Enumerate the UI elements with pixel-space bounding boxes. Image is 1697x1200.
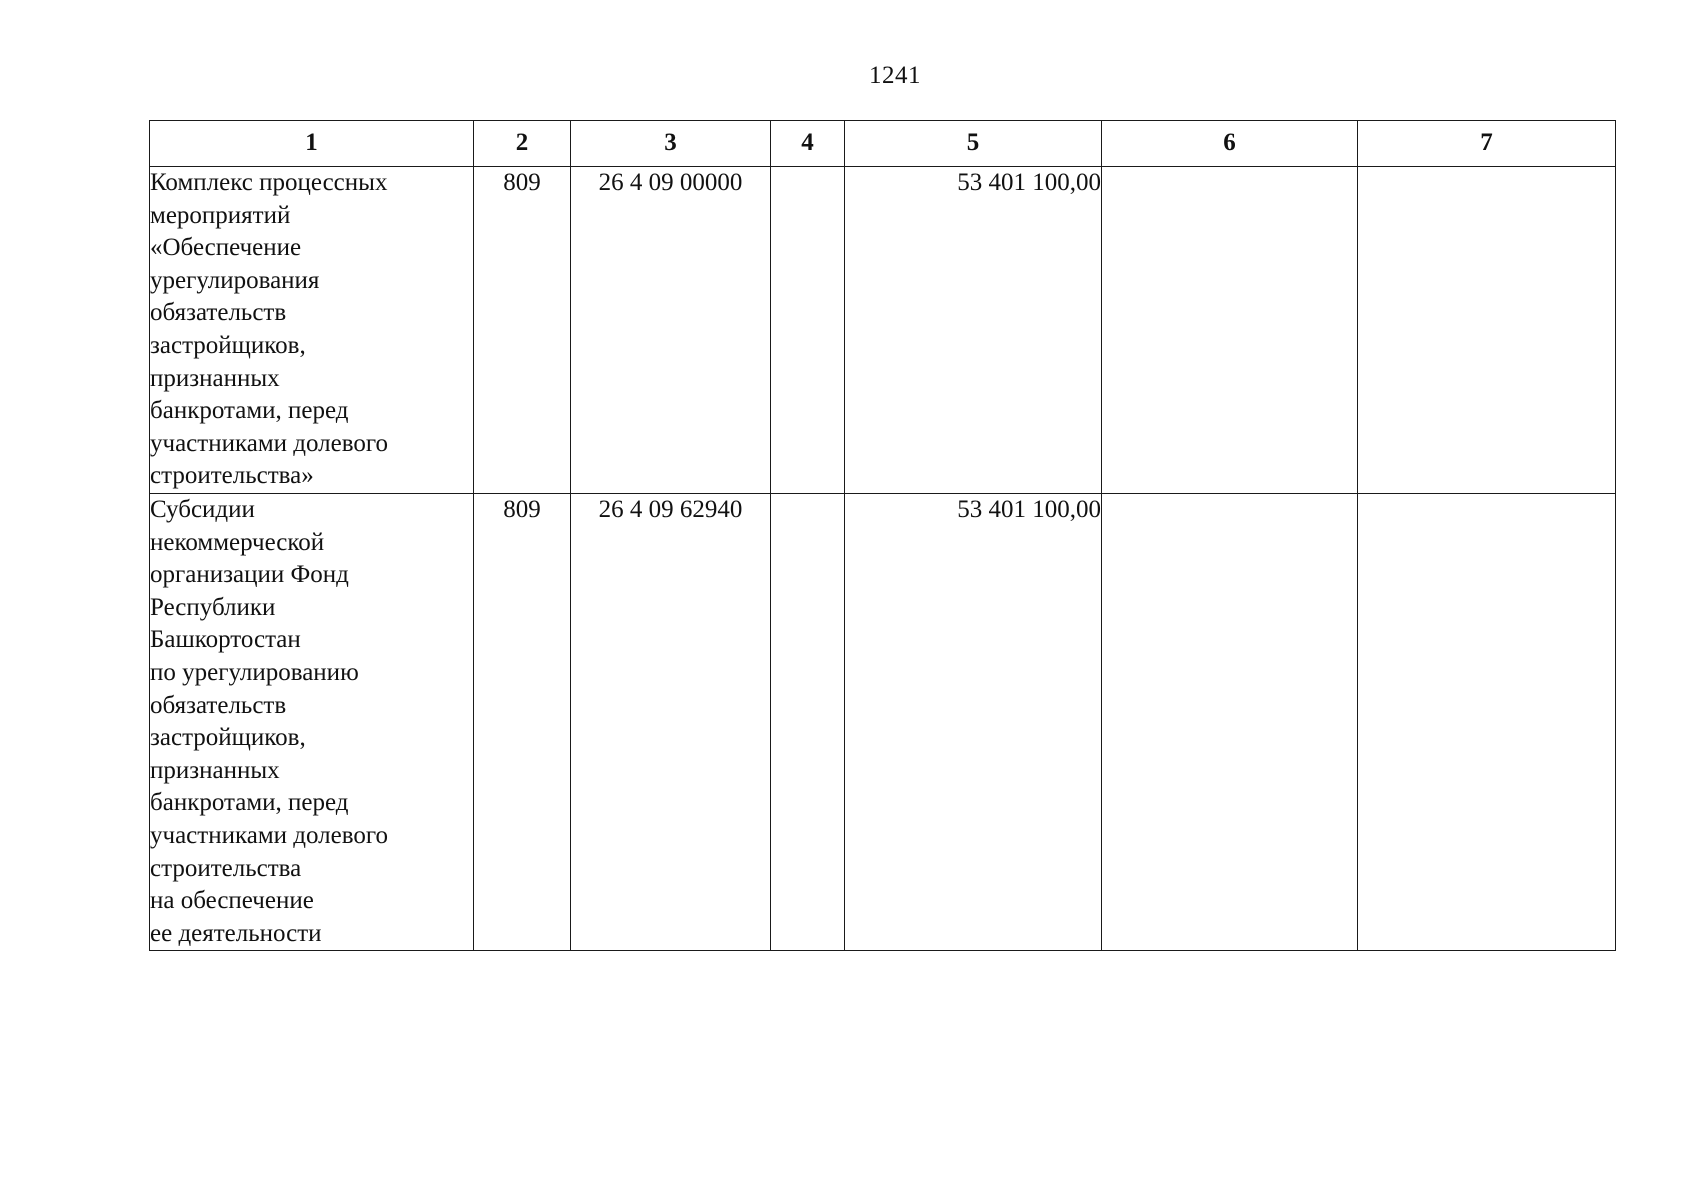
- col6-cell: [1102, 167, 1358, 494]
- header-col-7: 7: [1358, 121, 1616, 167]
- name-line: обязательств: [150, 299, 287, 327]
- header-col-4: 4: [771, 121, 845, 167]
- name-line: Башкортостан: [150, 626, 301, 654]
- page-number: 1241: [869, 62, 921, 89]
- name-line: строительства: [150, 854, 302, 882]
- section-code-cell: 809: [474, 167, 571, 494]
- col7-cell: [1358, 167, 1616, 494]
- name-line: обязательств: [150, 691, 287, 719]
- target-code-cell: 26 4 09 62940: [571, 494, 771, 951]
- budget-table: [149, 120, 1616, 951]
- header-col-3: 3: [571, 121, 771, 167]
- header-col-5: 5: [845, 121, 1102, 167]
- name-line: банкротами, перед: [150, 789, 349, 817]
- name-line: признанных: [150, 364, 280, 392]
- name-line: Республики: [150, 593, 276, 621]
- table-header-row: [150, 121, 1616, 167]
- row-name-cell: [150, 167, 474, 494]
- name-line: некоммерческой: [150, 528, 325, 556]
- section-code-cell: 809: [474, 494, 571, 951]
- name-line: застройщиков,: [150, 724, 306, 752]
- table-row: [150, 494, 1616, 951]
- name-line: урегулирования: [150, 266, 320, 294]
- header-col-2: 2: [474, 121, 571, 167]
- col7-cell: [1358, 494, 1616, 951]
- name-line: строительства»: [150, 462, 314, 490]
- header-col-1: 1: [150, 121, 474, 167]
- name-line: участниками долевого: [150, 821, 388, 849]
- header-col-6: 6: [1102, 121, 1358, 167]
- amount-cell: 53 401 100,00: [845, 494, 1102, 951]
- table-row: [150, 167, 1616, 494]
- name-line: мероприятий: [150, 201, 291, 229]
- expense-type-cell: [771, 494, 845, 951]
- name-line: признанных: [150, 756, 280, 784]
- name-line: застройщиков,: [150, 331, 306, 359]
- name-line: ее деятельности: [150, 919, 322, 947]
- name-line: «Обеспечение: [150, 234, 302, 262]
- name-line: по урегулированию: [150, 658, 359, 686]
- name-line: организации Фонд: [150, 561, 349, 589]
- name-line: Субсидии: [150, 496, 255, 523]
- col6-cell: [1102, 494, 1358, 951]
- amount-cell: 53 401 100,00: [845, 167, 1102, 494]
- name-line: участниками долевого: [150, 429, 388, 457]
- name-line: банкротами, перед: [150, 397, 349, 425]
- expense-type-cell: [771, 167, 845, 494]
- name-line: на обеспечение: [150, 887, 314, 915]
- target-code-cell: 26 4 09 00000: [571, 167, 771, 494]
- name-line: Комплекс процессных: [150, 169, 388, 196]
- row-name-cell: [150, 494, 474, 951]
